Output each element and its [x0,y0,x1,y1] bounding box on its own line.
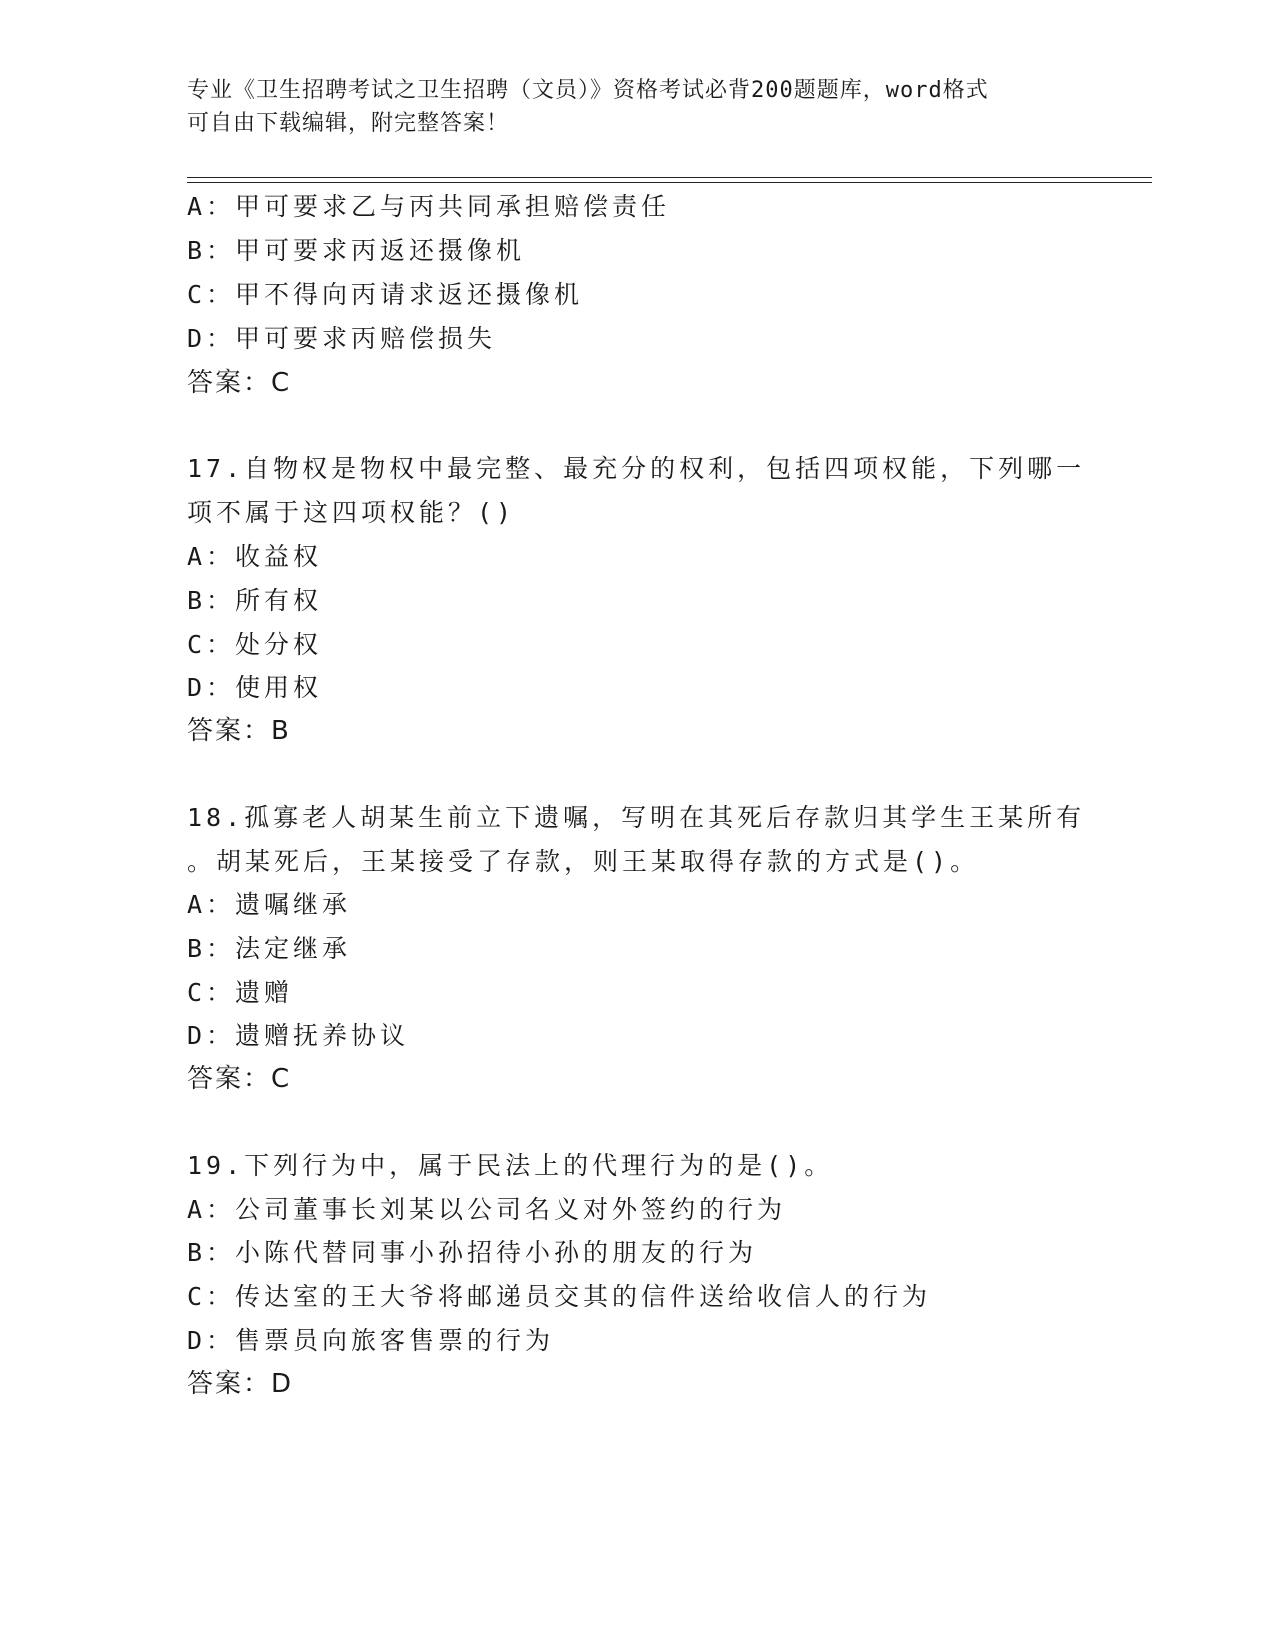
option-a: A：遗嘱继承 [187,890,352,919]
option-b: B：甲可要求丙返还摄像机 [187,236,526,265]
header-divider-top [187,177,1152,178]
header-line-2: 可自由下载编辑，附完整答案！ [187,111,510,136]
answer: 答案：B [187,716,291,746]
option-c: C：处分权 [187,630,323,659]
question-text: 17.自物权是物权中最完整、最充分的权利，包括四项权能，下列哪一 [187,454,1086,483]
option-a: A：收益权 [187,542,323,571]
option-d: D：甲可要求丙赔偿损失 [187,324,497,353]
document-header [187,74,1087,140]
question-text: 18.孤寡老人胡某生前立下遗嘱，写明在其死后存款归其学生王某所有 [187,803,1086,832]
option-a: A：公司董事长刘某以公司名义对外签约的行为 [187,1195,787,1224]
answer: 答案：C [187,368,292,398]
option-b: B：小陈代替同事小孙招待小孙的朋友的行为 [187,1238,758,1267]
answer: 答案：C [187,1064,292,1094]
option-b: B：所有权 [187,586,323,615]
question-text: 项不属于这四项权能？() [187,498,516,527]
option-c: C：传达室的王大爷将邮递员交其的信件送给收信人的行为 [187,1282,932,1311]
option-d: D：售票员向旅客售票的行为 [187,1326,555,1355]
header-divider-bottom [187,182,1152,183]
question-text: 19.下列行为中，属于民法上的代理行为的是()。 [187,1151,834,1180]
answer: 答案：D [187,1369,294,1399]
option-b: B：法定继承 [187,934,352,963]
question-text: 。胡某死后，王某接受了存款，则王某取得存款的方式是()。 [187,847,980,876]
option-d: D：遗赠抚养协议 [187,1021,410,1050]
option-a: A：甲可要求乙与丙共同承担赔偿责任 [187,192,671,221]
option-d: D：使用权 [187,673,323,702]
header-line-1: 专业《卫生招聘考试之卫生招聘（文员）》资格考试必背200题题库，word格式 [187,78,989,103]
option-c: C：遗赠 [187,978,294,1007]
option-c: C：甲不得向丙请求返还摄像机 [187,280,584,309]
